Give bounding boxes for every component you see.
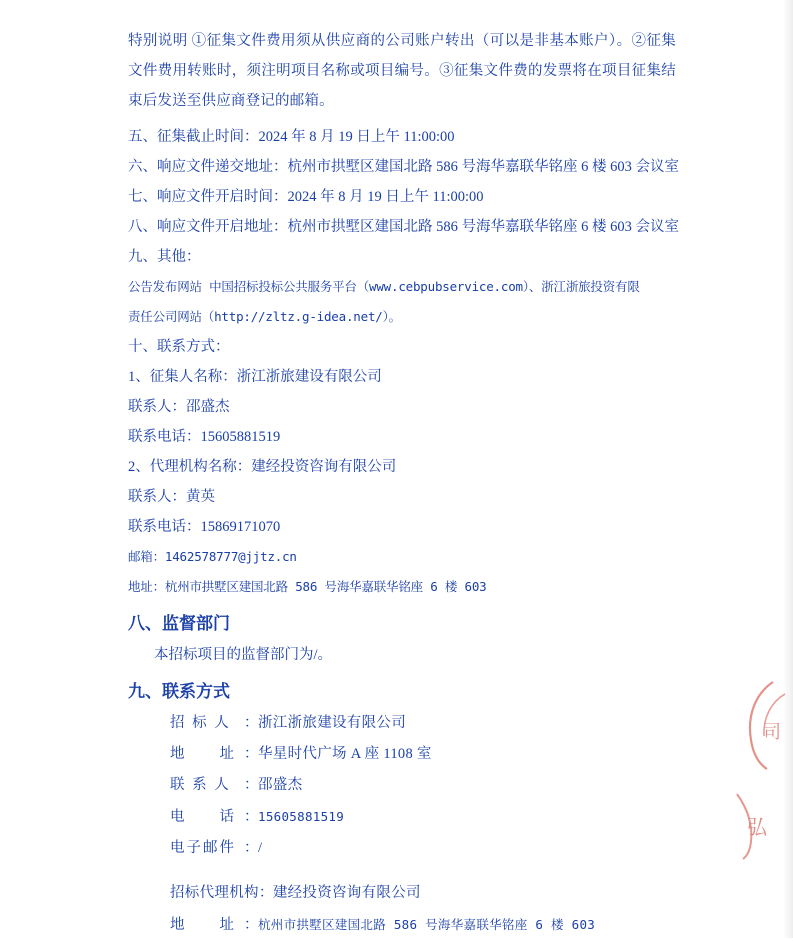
- agent-row-name-sep: ：: [258, 885, 274, 901]
- contact-row-email-value: /: [258, 840, 263, 856]
- contact-row-address-key: 地 址: [170, 746, 236, 762]
- agent-row-name: [128, 878, 676, 909]
- contact-heading: 十、联系方式：: [128, 339, 230, 355]
- document-body: [128, 26, 679, 941]
- contact-row-email: [128, 833, 676, 864]
- special-note-paragraph: 特别说明 ①征集文件费用须从供应商的公司账户转出（可以是非基本账户）。②征集文件费用转账时，须注明项目名称或项目编号。③征集文件费的发票将在项目征集结束后发送至供应商登记的邮箱。: [128, 33, 676, 109]
- contact-row-phone: [128, 801, 676, 833]
- spacer: [128, 864, 676, 878]
- contact-row-bidder-sep: ：: [244, 715, 259, 731]
- red-seal-stamp-fragment-lower: [733, 790, 781, 860]
- item-line-5: 五、征集截止时间：2024 年 8 月 19 日上午 11:00:00: [128, 129, 455, 145]
- item-line-7: 七、响应文件开启时间：2024 年 8 月 19 日上午 11:00:00: [128, 189, 484, 205]
- contact-row-address: [128, 739, 676, 770]
- contact-line-collector-phone: 联系电话：15605881519: [128, 429, 281, 445]
- agent-row-name-value: 建经投资咨询有限公司: [272, 885, 421, 901]
- item-line-9: 九、其他：: [128, 249, 201, 265]
- contact-row-bidder-key: 招 标 人: [170, 715, 231, 731]
- section-8-heading: 八、监督部门: [128, 614, 230, 633]
- contact-row-bidder-value: 浙江浙旅建设有限公司: [258, 715, 406, 731]
- contact-row-bidder: [128, 708, 676, 739]
- item-line-6: 六、响应文件递交地址：杭州市拱墅区建国北路 586 号海华嘉联华铭座 6 楼 603 会议室: [128, 159, 679, 175]
- publish-website-line-1: 公告发布网站 中国招标投标公共服务平台（www.cebpubservice.com）、浙江浙旅投资有限: [128, 279, 640, 294]
- contact-row-phone-value: 15605881519: [258, 809, 345, 824]
- contact-line-agent-address: 地址：杭州市拱墅区建国北路 586 号海华嘉联华铭座 6 楼 603: [128, 579, 487, 594]
- contact-row-address-value: 华星时代广场 A 座 1108 室: [258, 746, 432, 762]
- contact-line-agent-name: 2、代理机构名称：建经投资咨询有限公司: [128, 459, 397, 475]
- agent-row-address: [128, 909, 676, 941]
- agent-row-address-key: 地 址: [170, 917, 236, 933]
- section-9-heading: 九、联系方式: [128, 682, 230, 701]
- section-8-body: 本招标项目的监督部门为/。: [154, 647, 333, 663]
- agent-row-name-key: 招标代理机构: [170, 885, 259, 901]
- contact-line-collector-person: 联系人：邵盛杰: [128, 399, 230, 415]
- contact-row-person-sep: ：: [244, 777, 259, 793]
- contact-row-person: [128, 770, 676, 801]
- contact-row-phone-sep: ：: [244, 809, 259, 825]
- svg-text:弘: 弘: [747, 817, 767, 839]
- contact-row-phone-key: 电 话: [170, 809, 236, 825]
- item-line-8: 八、响应文件开启地址：杭州市拱墅区建国北路 586 号海华嘉联华铭座 6 楼 603 会议室: [128, 219, 679, 235]
- contact-row-address-sep: ：: [244, 746, 259, 762]
- agent-row-address-sep: ：: [244, 917, 259, 933]
- svg-text:司: 司: [763, 722, 781, 742]
- publish-website-line-2: 责任公司网站（http://zltz.g-idea.net/）。: [128, 309, 401, 324]
- contact-line-agent-phone: 联系电话：15869171070: [128, 519, 281, 535]
- red-seal-stamp-fragment-upper: [733, 680, 789, 770]
- contact-row-email-key: 电子邮件: [170, 840, 236, 856]
- contact-row-person-key: 联 系 人: [170, 777, 231, 793]
- contact-line-collector-name: 1、征集人名称：浙江浙旅建设有限公司: [128, 369, 382, 385]
- contact-row-email-sep: ：: [244, 840, 259, 856]
- contact-row-person-value: 邵盛杰: [258, 777, 303, 793]
- contact-line-agent-email: 邮箱：1462578777@jjtz.cn: [128, 549, 297, 564]
- contact-line-agent-person: 联系人：黄英: [128, 489, 215, 505]
- agent-row-address-value: 杭州市拱墅区建国北路 586 号海华嘉联华铭座 6 楼 603: [258, 917, 596, 932]
- page-edge-shadow: [783, 0, 793, 938]
